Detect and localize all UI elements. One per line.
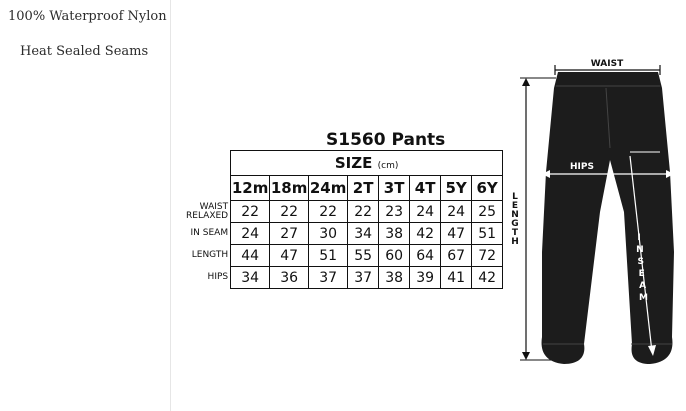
- table-cell: 47: [270, 245, 309, 267]
- row-label: HIPS: [186, 267, 231, 289]
- size-col-header: 6Y: [472, 176, 503, 201]
- table-cell: 23: [379, 201, 410, 223]
- table-cell: 64: [410, 245, 441, 267]
- table-cell: 51: [309, 245, 348, 267]
- feature-seams: Heat Sealed Seams: [20, 44, 149, 59]
- table-cell: 22: [348, 201, 379, 223]
- table-cell: 30: [309, 223, 348, 245]
- size-col-header: 18m: [270, 176, 309, 201]
- inseam-letter: A: [639, 281, 647, 291]
- table-cell: 44: [231, 245, 270, 267]
- length-letter: L: [512, 192, 518, 202]
- size-label: SIZE: [334, 154, 373, 172]
- table-cell: 22: [270, 201, 309, 223]
- table-cell: 22: [309, 201, 348, 223]
- size-col-header: 24m: [309, 176, 348, 201]
- table-cell: 39: [410, 267, 441, 289]
- table-cell: 72: [472, 245, 503, 267]
- table-cell: 55: [348, 245, 379, 267]
- size-unit: (cm): [377, 161, 399, 171]
- table-cell: 41: [441, 267, 472, 289]
- table-cell: 22: [231, 201, 270, 223]
- size-col-header: 2T: [348, 176, 379, 201]
- inseam-letter: M: [639, 293, 648, 303]
- length-letter: H: [511, 237, 519, 247]
- length-letter: G: [511, 219, 519, 229]
- table-cell: 60: [379, 245, 410, 267]
- table-cell: 47: [441, 223, 472, 245]
- size-col-header: 3T: [379, 176, 410, 201]
- length-letter: N: [511, 210, 519, 220]
- table-cell: 25: [472, 201, 503, 223]
- size-col-header: 12m: [231, 176, 270, 201]
- size-col-header: 4T: [410, 176, 441, 201]
- table-cell: 24: [410, 201, 441, 223]
- length-letter: E: [511, 201, 519, 211]
- table-cell: 36: [270, 267, 309, 289]
- inseam-letter: S: [637, 257, 645, 267]
- table-cell: 37: [348, 267, 379, 289]
- hips-label: HIPS: [570, 162, 594, 172]
- table-row-length: [186, 245, 503, 267]
- row-label: IN SEAM: [186, 223, 231, 245]
- pants-diagram: [500, 52, 680, 372]
- size-chart-title: S1560 Pants: [326, 130, 446, 150]
- table-cell: 27: [270, 223, 309, 245]
- table-cell: 51: [472, 223, 503, 245]
- table-cell: 67: [441, 245, 472, 267]
- inseam-letter: N: [636, 245, 644, 255]
- size-col-header: 5Y: [441, 176, 472, 201]
- size-header: [231, 151, 503, 176]
- table-cell: 38: [379, 267, 410, 289]
- arrow-up-icon: [522, 78, 530, 86]
- waist-label: WAIST: [590, 59, 624, 69]
- arrow-down-icon: [522, 352, 530, 360]
- table-cell: 24: [231, 223, 270, 245]
- length-letter: T: [511, 228, 519, 238]
- product-features-sidebar: [0, 0, 171, 411]
- table-cell: 38: [379, 223, 410, 245]
- table-cell: 34: [231, 267, 270, 289]
- row-label: WAIST RELAXED: [186, 201, 231, 223]
- table-row-inseam: [186, 223, 503, 245]
- inseam-letter: I: [637, 233, 641, 243]
- table-row-waist: [186, 201, 503, 223]
- size-chart-table: [186, 150, 503, 289]
- row-label: LENGTH: [186, 245, 231, 267]
- table-cell: 42: [410, 223, 441, 245]
- table-cell: 37: [309, 267, 348, 289]
- table-row-hips: [186, 267, 503, 289]
- table-cell: 42: [472, 267, 503, 289]
- table-cell: 24: [441, 201, 472, 223]
- table-cell: 34: [348, 223, 379, 245]
- inseam-letter: E: [638, 269, 645, 279]
- feature-waterproof: 100% Waterproof Nylon: [8, 9, 167, 24]
